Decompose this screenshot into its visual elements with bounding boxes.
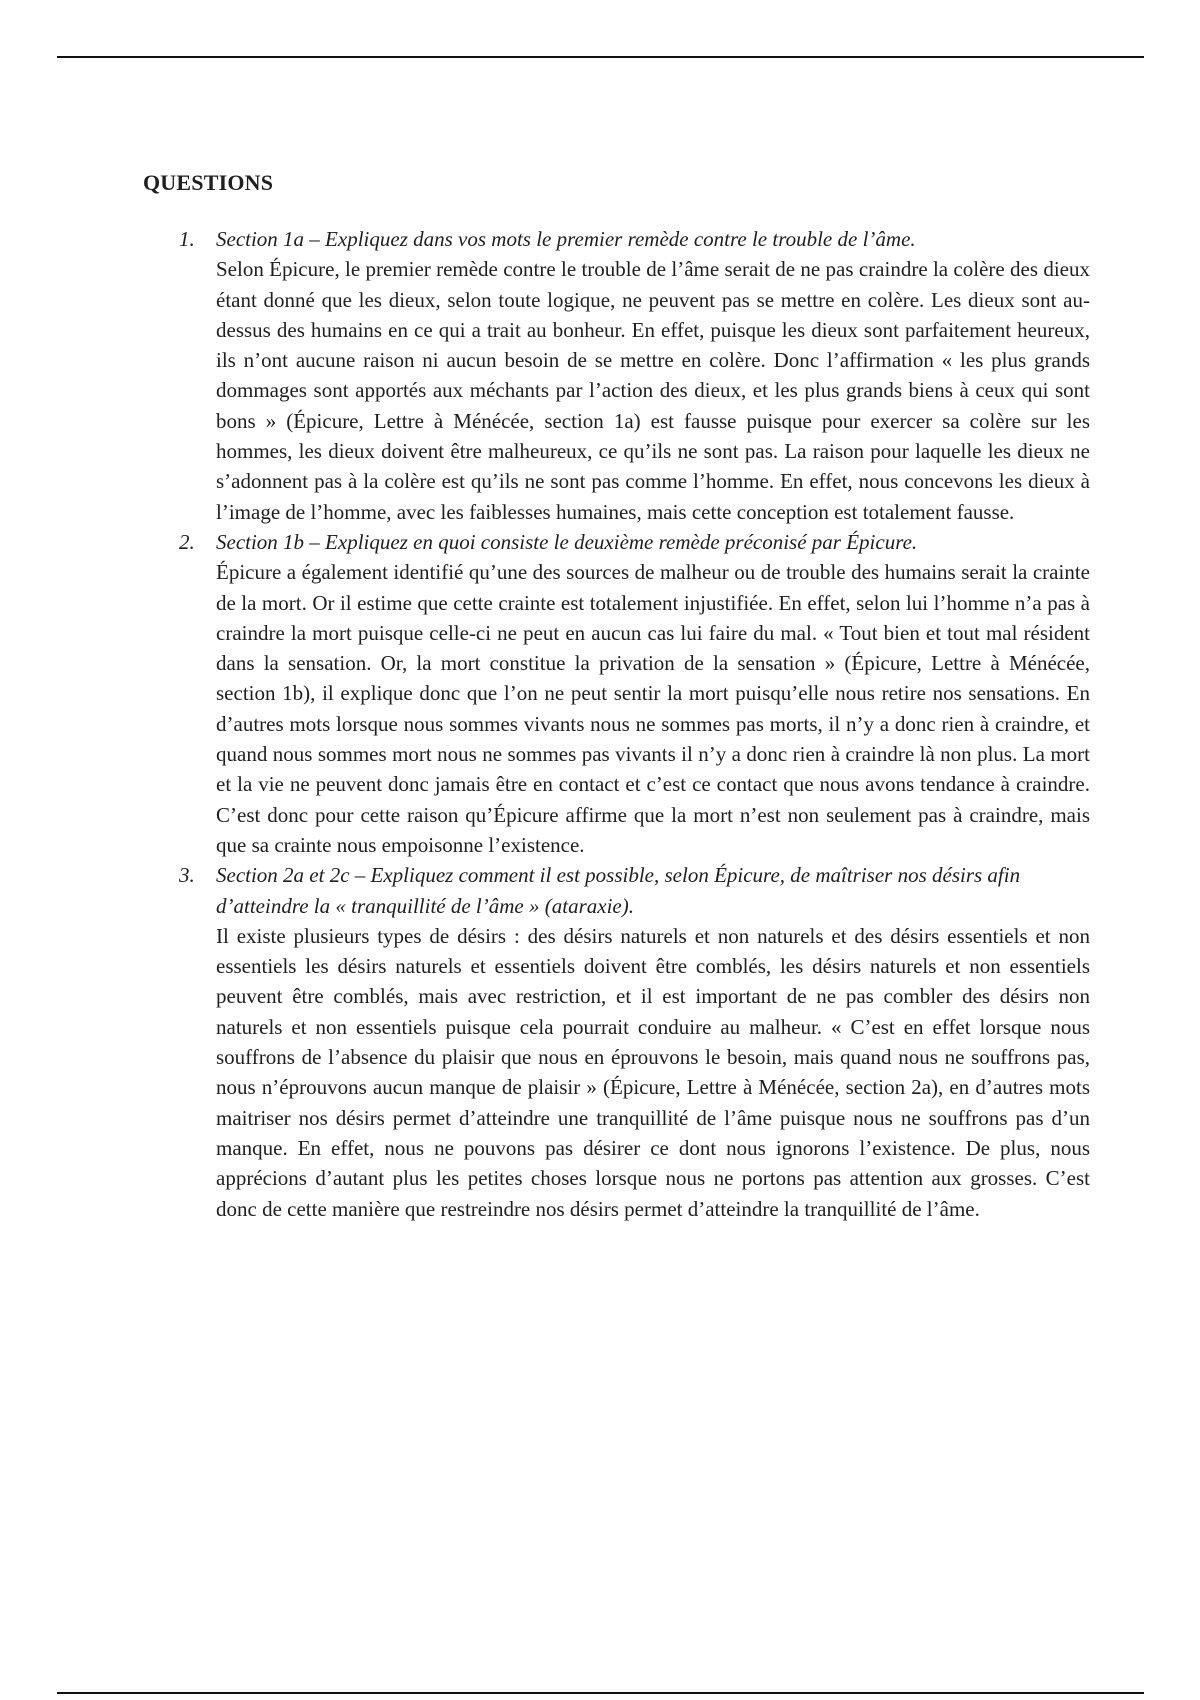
question-prompt: Section 1a – Expliquez dans vos mots le premier remède contre le trouble de l’âme. — [216, 227, 916, 251]
question-answer: Épicure a également identifié qu’une des sources de malheur ou de trouble des humains serait la crainte de la mort. Or il estime que cette crainte est totalement injustifiée. En effet, selon lui l’homme n’a pas à craindre la mort puisque celle-ci ne peut en aucun cas lui faire du mal. « Tout bien et tout mal résident dans la sensation. Or, la mort constitue la privation de la sensation » (Épicure, Lettre à Ménécée, section 1b), il explique donc que l’on ne peut sentir la mort puisqu’elle nous retire nos sensations. En d’autres mots lorsque nous sommes vivants nous ne sommes pas morts, il n’y a donc rien à craindre, et quand nous sommes mort nous ne sommes pas vivants il n’y a donc rien à craindre là non plus. La mort et la vie ne peuvent donc jamais être en contact et c’est ce contact que nous avons tendance à craindre. C’est donc pour cette raison qu’Épicure affirme que la mort n’est non seulement pas à craindre, mais que sa crainte nous empoisonne l’existence. — [216, 560, 1090, 857]
question-number: 2. — [179, 529, 195, 554]
question-answer: Il existe plusieurs types de désirs : des désirs naturels et non naturels et des désirs essentiels et non essentiels les désirs naturels et essentiels doivent être comblés, les désirs naturels et non essentiels peuvent être comblés, mais avec restriction, et il est important de ne pas combler des désirs non naturels et non essentiels puisque cela pourrait conduire au malheur. « C’est en effet lorsque nous souffrons de l’absence du plaisir que nous en éprouvons le besoin, mais quand nous ne souffrons pas, nous n’éprouvons aucun manque de plaisir » (Épicure, Lettre à Ménécée, section 2a), en d’autres mots maitriser nos désirs permet d’atteindre une tranquillité de l’âme puisque nous ne souffrons pas d’un manque. En effet, nous ne pouvons pas désirer ce dont nous ignorons l’existence. De plus, nous apprécions d’autant plus les petites choses lorsque nous ne portons pas attention aux grosses. C’est donc de cette manière que restreindre nos désirs permet d’atteindre la tranquillité de l’âme. — [216, 923, 1090, 1221]
question-answer: Selon Épicure, le premier remède contre le trouble de l’âme serait de ne pas craindre la colère des dieux étant donné que les dieux, selon toute logique, ne peuvent pas se mettre en colère. Les dieux sont au-dessus des humains en ce qui a trait au bonheur. En effet, puisque les dieux sont parfaitement heureux, ils n’ont aucune raison ni aucun besoin de se mettre en colère. Donc l’affirmation « les plus grands dommages sont apportés aux méchants par l’action des dieux, et les plus grands biens à ceux qui sont bons » (Épicure, Lettre à Ménécée, section 1a) est fausse puisque pour exercer sa colère sur les hommes, les dieux doivent être malheureux, ce qu’ils ne sont pas. La raison pour laquelle les dieux ne s’adonnent pas à la colère est qu’ils ne sont pas comme l’homme. En effet, nous concevons les dieux à l’image de l’homme, avec les faiblesses humaines, mais cette conception est totalement fausse. — [216, 257, 1090, 524]
question-item-1 — [179, 224, 1090, 527]
question-item-3 — [179, 860, 1090, 1224]
page-heading: QUESTIONS — [143, 170, 274, 195]
header-rule — [57, 56, 1144, 58]
question-prompt: Section 2a et 2c – Expliquez comment il est possible, selon Épicure, de maîtriser nos désirs afin d’atteindre la « tranquillité de l’âme » (ataraxie). — [216, 863, 1021, 918]
question-prompt: Section 1b – Expliquez en quoi consiste le deuxième remède préconisé par Épicure. — [216, 529, 918, 554]
footer-rule — [57, 1692, 1144, 1694]
question-number: 3. — [179, 863, 195, 888]
question-number: 1. — [179, 227, 195, 251]
question-list — [179, 224, 1090, 1224]
question-item-2 — [179, 527, 1090, 860]
